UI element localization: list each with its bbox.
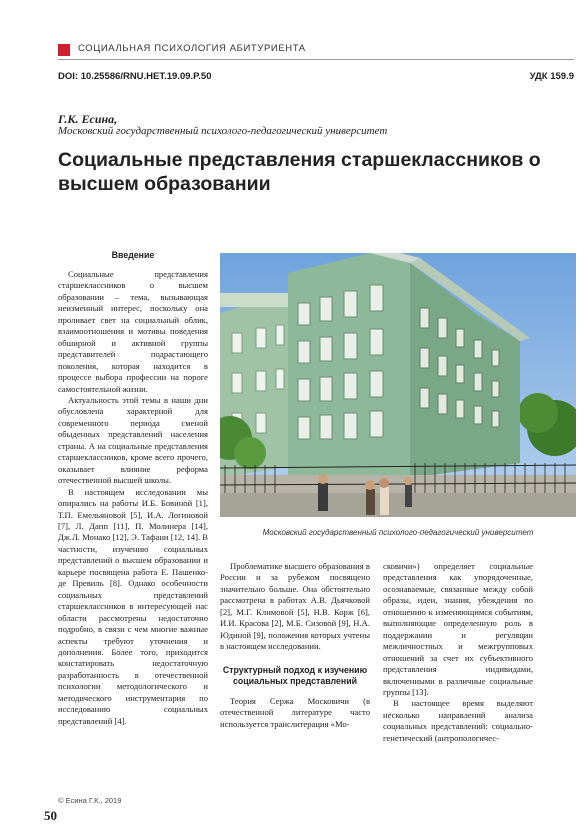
header-divider [58, 59, 574, 60]
photo-caption: Московский государственный психолого-педагогический университет [262, 528, 534, 537]
column-3 [383, 561, 533, 744]
doi-link[interactable]: DOI: 10.25586/RNU.HET.19.09.P.50 [58, 71, 212, 82]
article-title: Социальные представления старшеклассников о высшем образовании [58, 149, 541, 195]
udk-code: УДК 159.9 [529, 71, 574, 82]
paragraph: Социальные представления старшеклассников о высшем образовании – тема, вызывающая неизменный интерес, поскольку она проливает свет на социальный облик, взаимоотношения и мотивы поведения обширной и активной группы представителей подрастающего поколения, которая находится в процессе выбора профессии на пороге самостоятельной жизни. [58, 269, 208, 394]
journal-section-title: СОЦИАЛЬНАЯ ПСИХОЛОГИЯ АБИТУРИЕНТА [78, 43, 306, 54]
paragraph: сковичи») определяет социальные представления как упорядоченные, осознаваемые, связанные между собой образы, идеи, знания, убеждения по отношению к изменяющимся событиям, выполняющие определенную роль в поддержании и регуляции межличностных и межгрупповых отношений за счет их субъективного представления индивидами, включенными в различные социальные группы [13]. [383, 561, 533, 697]
column-1 [58, 250, 208, 727]
section-heading-introduction: Введение [111, 250, 155, 260]
university-building-photo [220, 253, 576, 517]
copyright-notice: © Есина Г.К., 2019 [58, 796, 122, 805]
paragraph: В настоящем исследовании мы опирались на работы И.Б. Бовиной [1], Т.П. Емельяновой [5], И.А. Логиновой [7], Л. Дапп [11], П. Молинера [14], Дж.Л. Монако [12], Э. Тафани [12, 14]. В частности, изучению социальных представлений о высшем образовании и карьере посвящена работа Е. Пашенко-де Превиль [8]. Однако особенности социальных представлений старшеклассников в интересующей нас области рассмотрены недостаточно подробно, в связи с чем многие важные аспекты требуют уточнения и дополнения. Более того, приходится констатировать недостаточную разработанность в отечественной психологии методологического и методического инструментария по исследованию социальных представлений [4]. [58, 486, 208, 726]
paragraph: Актуальность этой темы в наши дни обусловлена характерной для современного периода сменой обыденных представлений населения страны. А на социальные представления старшеклассников, кроме всего прочего, оказывает влияние реформа отечественной высшей школы. [58, 394, 208, 486]
page-number: 50 [44, 808, 57, 823]
author-name: Г.К. Есина, [58, 112, 118, 126]
author-affiliation: Московский государственный психолого-педагогический университет [58, 125, 388, 137]
paragraph: Теория Сержа Московичи (в отечественной литературе часто используется транслитерация «Мо- [220, 695, 370, 729]
paragraph: Проблематике высшего образования в России и за рубежом посвящено значительно больше. Она обстоятельно рассмотрена в работах А.В. Дьячковой [2], М.Г. Климовой [5], Н.В. Корж [6], И.И. Красова [2], М.Б. Сизовой [9], Н.А. Юдиной [9], положения которых учтены в настоящем исследовании. [220, 561, 370, 652]
paragraph: В настоящее время выделяют несколько направлений анализа социальных представлений: социально-генетический (антропологичес- [383, 698, 533, 743]
section-heading-structural-approach: Структурный подход к изучению социальных представлений [222, 664, 368, 686]
section-marker [58, 44, 70, 56]
column-2 [220, 561, 370, 730]
